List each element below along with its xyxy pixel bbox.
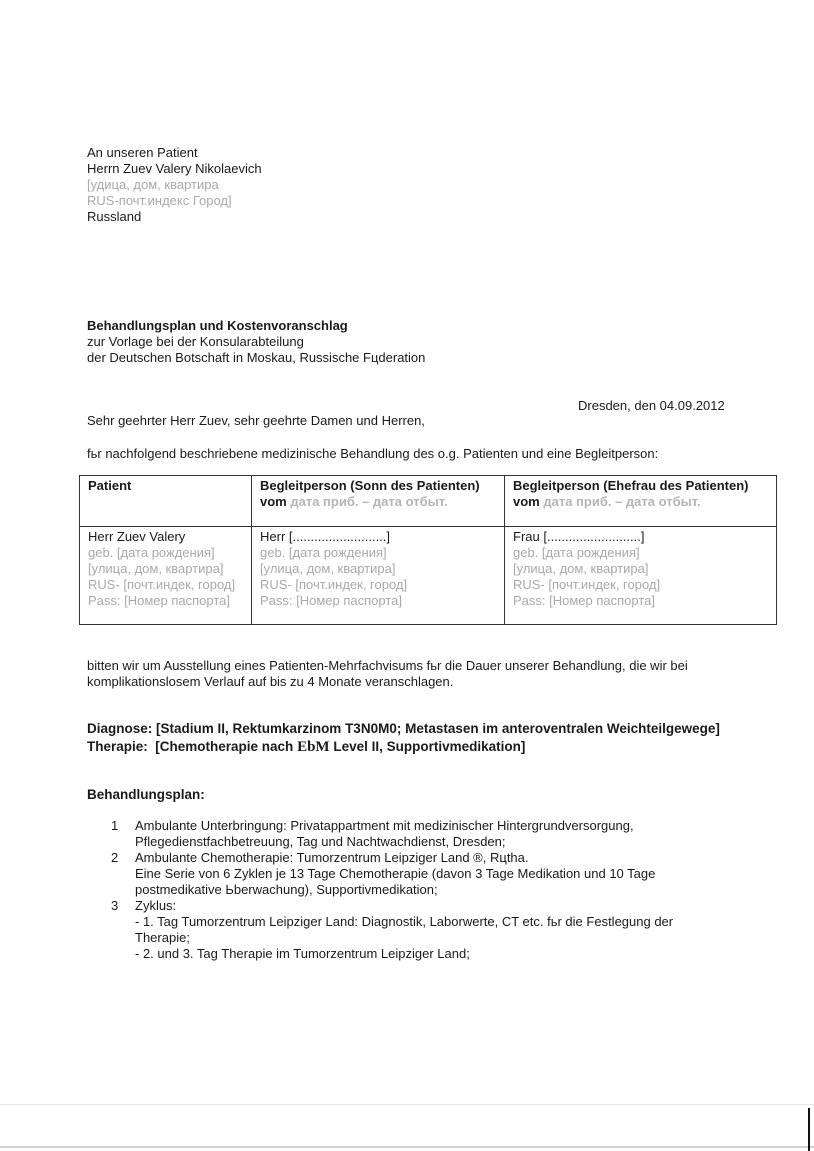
recipient-address xyxy=(87,145,262,225)
son-street: [улица, дом, квартира] xyxy=(260,561,396,576)
wife-pass: Pass: [Номер паспорта] xyxy=(513,593,655,608)
plan-list xyxy=(87,818,673,962)
persons-table xyxy=(79,475,777,625)
diagnosis-text: [Stadium II, Rektumkarzinom T3N0M0; Metastasen im anteroventralen Weichteilgewege] xyxy=(156,721,720,736)
item-number: 3 xyxy=(111,898,119,913)
address-street: [удица, дом, квартира xyxy=(87,177,219,192)
list-item: 2 Ambulante Chemotherapie: Tumorzentrum Leipziger Land ®, Rцtha. Eine Serie von 6 Zyklen je 13 Tage Chemotherapie (davon 3 Tage Medikation und 10 Tage postmedikative Ьberwachung), Supportivmedikation; xyxy=(111,850,656,897)
header-companion-son: Begleitperson (Sonn des Patienten) vom дата приб. – дата отбыт. xyxy=(252,476,505,527)
son-name: Herr [..........................] xyxy=(260,529,391,544)
patient-street: [улица, дом, квартира] xyxy=(88,561,224,576)
companion-wife-cell xyxy=(505,527,777,625)
wife-birth: geb. [дата рождения] xyxy=(513,545,640,560)
scan-bottom-edge xyxy=(0,1146,814,1148)
plan-title: Behandlungsplan: xyxy=(87,787,205,802)
scan-right-edge xyxy=(808,1108,810,1151)
address-city: RUS-почт.индекс Город] xyxy=(87,193,232,208)
intro-text: fьr nachfolgend beschriebene medizinische Behandlung des o.g. Patienten und eine Begleitperson: xyxy=(87,446,659,461)
ebm-text: EbM xyxy=(297,739,330,755)
list-item: 3 Zyklus: - 1. Tag Tumorzentrum Leipziger Land: Diagnostik, Laborwerte, CT etc. fьr die Festlegung der Therapie; - 2. und 3. Tag Therapie im Tumorzentrum Leipziger Land; xyxy=(111,898,674,961)
patient-pass: Pass: [Номер паспорта] xyxy=(88,593,230,608)
companion-son-cell xyxy=(252,527,505,625)
address-line-1: An unseren Patient xyxy=(87,145,198,160)
visa-request: bitten wir um Ausstellung eines Patienten-Mehrfachvisums fьr die Dauer unserer Behandlung, die wir bei komplikationslosem Verlauf auf bis zu 4 Monate veranschlagen. xyxy=(87,658,688,689)
subject-line-3: der Deutschen Botschaft in Moskau, Russische Fцderation xyxy=(87,350,426,365)
patient-name: Herr Zuev Valery xyxy=(88,529,186,544)
diagnosis-block xyxy=(87,720,720,756)
patient-birth: geb. [дата рождения] xyxy=(88,545,215,560)
address-line-2: Herrn Zuev Valery Nikolaevich xyxy=(87,161,262,176)
diagnosis-label: Diagnose: xyxy=(87,721,153,736)
therapy-line: Therapie: [Chemotherapie nach EbM Level II, Supportivmedikation] xyxy=(87,739,526,755)
list-item: 1 Ambulante Unterbringung: Privatappartment mit medizinischer Hintergrundversorgung, Pflegedienstfachbetreuung, Tag und Nachtwachdienst, Dresden; xyxy=(111,818,634,849)
item-number: 2 xyxy=(111,850,119,865)
header-patient: Patient xyxy=(80,476,252,527)
item-number: 1 xyxy=(111,818,119,833)
wife-street: [улица, дом, квартира] xyxy=(513,561,649,576)
table-header-row xyxy=(80,476,777,527)
wife-city: RUS- [почт.индек, город] xyxy=(513,577,661,592)
son-pass: Pass: [Номер паспорта] xyxy=(260,593,402,608)
scan-fold-line xyxy=(0,1104,814,1105)
header-companion-wife: Begleitperson (Ehefrau des Patienten) vom дата приб. – дата отбыт. xyxy=(505,476,777,527)
greeting: Sehr geehrter Herr Zuev, sehr geehrte Damen und Herren, xyxy=(87,413,425,428)
son-city: RUS- [почт.индек, город] xyxy=(260,577,408,592)
son-birth: geb. [дата рождения] xyxy=(260,545,387,560)
subject-block xyxy=(87,318,425,366)
wife-name: Frau [..........................] xyxy=(513,529,645,544)
subject-title: Behandlungsplan und Kostenvoranschlag xyxy=(87,318,348,333)
therapy-label: Therapie: xyxy=(87,739,148,754)
patient-cell xyxy=(80,527,252,625)
diagnosis-line xyxy=(87,720,720,738)
date-line: Dresden, den 04.09.2012 xyxy=(578,398,725,413)
table-row xyxy=(80,527,777,625)
patient-city: RUS- [почт.индек, город] xyxy=(88,577,236,592)
address-country: Russland xyxy=(87,209,142,224)
subject-line-2: zur Vorlage bei der Konsularabteilung xyxy=(87,334,304,349)
